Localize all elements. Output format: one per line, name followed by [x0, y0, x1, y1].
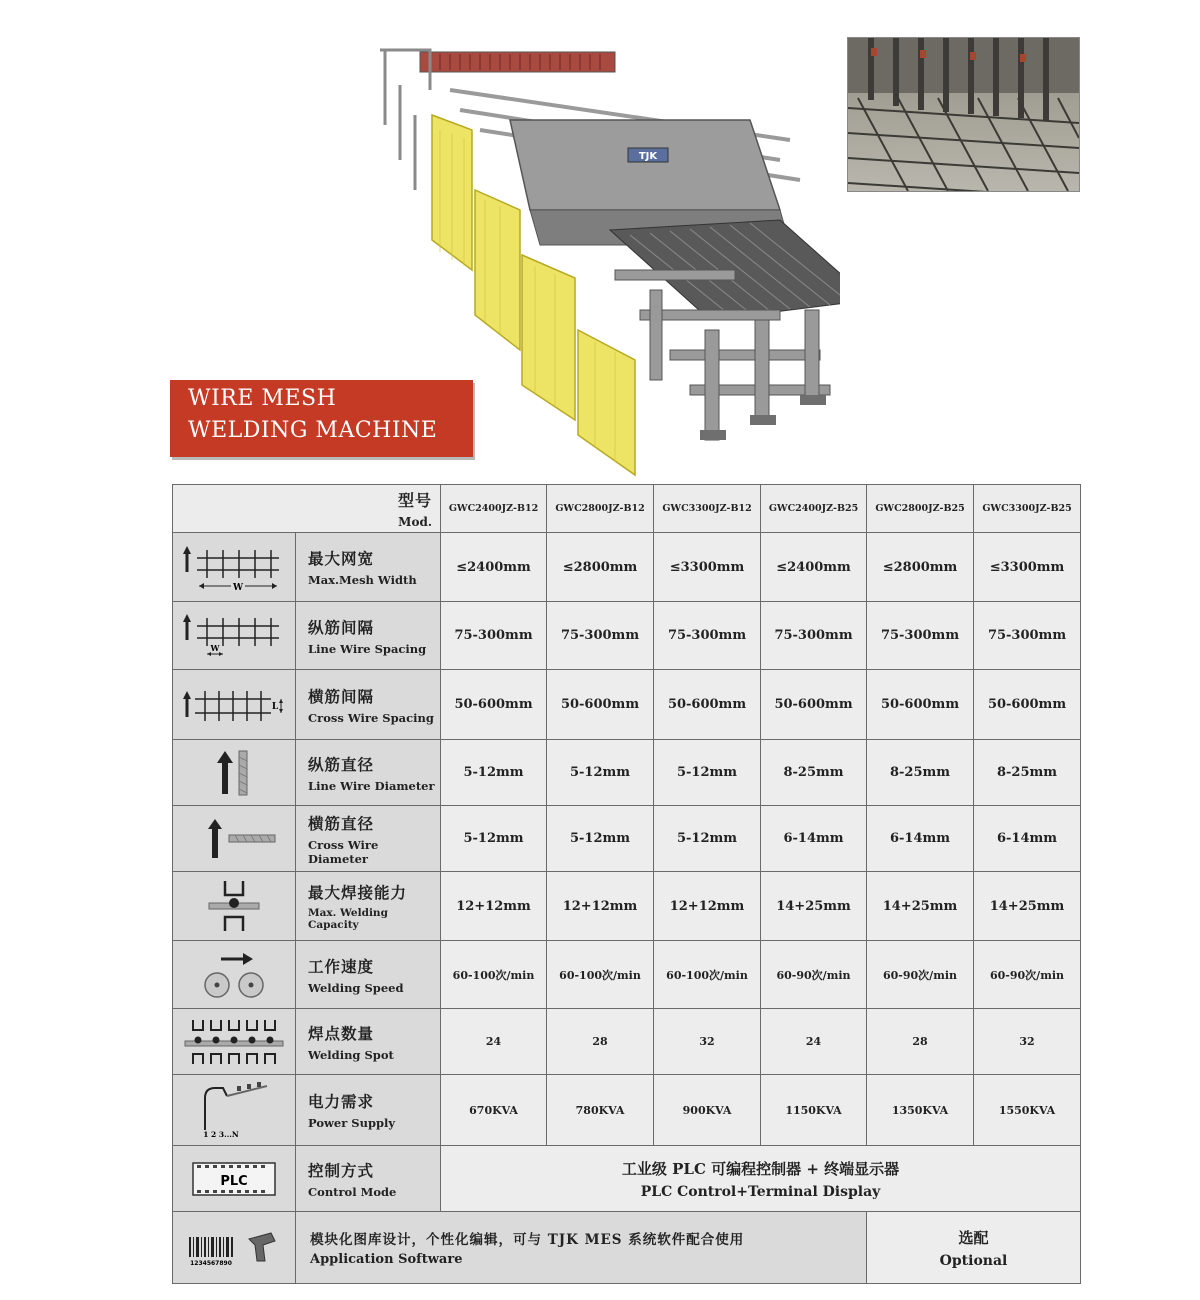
spec-value: 75-300mm — [867, 602, 974, 670]
row-label — [296, 670, 441, 740]
spec-value: 5-12mm — [441, 806, 547, 872]
row-label — [296, 1212, 867, 1284]
cross-spacing-icon — [173, 670, 296, 740]
spec-value: 28 — [867, 1009, 974, 1075]
icon-dimension-label: W — [232, 582, 244, 593]
table-row — [173, 602, 1081, 670]
model-header-cell — [173, 485, 441, 533]
spec-value: 60-100次/min — [547, 941, 654, 1009]
barcode-scanner-icon — [173, 1212, 296, 1284]
spec-value: 12+12mm — [441, 872, 547, 941]
spec-value: 14+25mm — [867, 872, 974, 941]
spec-value: ≤3300mm — [654, 533, 761, 602]
row-label-cn: 工作速度 — [308, 956, 375, 976]
spec-value: 5-12mm — [654, 740, 761, 806]
spec-value: ≤3300mm — [974, 533, 1081, 602]
software-value-cn: 选配 — [958, 1228, 989, 1247]
spec-table — [172, 484, 1081, 1284]
machine-logo: TJK — [638, 151, 658, 162]
row-label-en: Line Wire Diameter — [308, 778, 435, 793]
spec-value: ≤2800mm — [867, 533, 974, 602]
spec-value: 50-600mm — [654, 670, 761, 740]
row-label-en: Cross Wire Diameter — [308, 837, 379, 866]
row-label-cn: 模块化图库设计，个性化编辑，可与 TJK MES 系统软件配合使用 — [310, 1232, 745, 1248]
row-label-en: Power Supply — [308, 1116, 396, 1130]
row-label-cn: 最大焊接能力 — [308, 883, 408, 902]
row-label — [296, 872, 441, 941]
spec-value: 75-300mm — [547, 602, 654, 670]
row-label-en: Welding Spot — [308, 1047, 394, 1062]
spec-value: 75-300mm — [441, 602, 547, 670]
control-mode-cn: 工业级 PLC 可编程控制器 + 终端显示器 — [621, 1159, 900, 1178]
row-label — [296, 1009, 441, 1075]
barcode-number: 1234567890 — [190, 1259, 232, 1267]
spec-value: 670KVA — [441, 1075, 547, 1146]
model-name: GWC2800JZ-B12 — [547, 485, 654, 533]
model-header-en: Mod. — [398, 514, 433, 529]
row-label-cn: 控制方式 — [308, 1160, 375, 1180]
row-label-en: Max.Mesh Width — [308, 573, 417, 587]
spec-value: 900KVA — [654, 1075, 761, 1146]
row-label-cn: 横筋间隔 — [308, 686, 375, 706]
spec-value: 6-14mm — [867, 806, 974, 872]
spec-value: ≤2800mm — [547, 533, 654, 602]
row-label-en: Control Mode — [308, 1184, 397, 1199]
row-label — [296, 602, 441, 670]
software-value-en: Optional — [939, 1252, 1008, 1269]
spec-value: 50-600mm — [974, 670, 1081, 740]
spec-value: 60-100次/min — [654, 941, 761, 1009]
table-row — [173, 1146, 1081, 1212]
row-label — [296, 941, 441, 1009]
spec-value: 8-25mm — [974, 740, 1081, 806]
table-header-row — [173, 485, 1081, 533]
control-mode-value — [441, 1146, 1081, 1212]
table-row — [173, 670, 1081, 740]
row-label-cn: 焊点数量 — [308, 1023, 375, 1043]
spec-value: 28 — [547, 1009, 654, 1075]
welding-speed-icon — [173, 941, 296, 1009]
spec-value: 32 — [974, 1009, 1081, 1075]
icon-dimension-label: L — [271, 702, 279, 712]
welding-capacity-icon — [173, 872, 296, 941]
spec-value: 5-12mm — [547, 740, 654, 806]
table-row — [173, 872, 1081, 941]
product-title-banner — [170, 380, 473, 457]
spec-value: ≤2400mm — [761, 533, 867, 602]
spec-value: 8-25mm — [867, 740, 974, 806]
banner-title-line2: WELDING MACHINE — [188, 418, 438, 443]
spec-value: 780KVA — [547, 1075, 654, 1146]
spec-value: 5-12mm — [547, 806, 654, 872]
table-row — [173, 533, 1081, 602]
spec-value: 60-100次/min — [441, 941, 547, 1009]
row-label-cn: 电力需求 — [308, 1092, 375, 1111]
plc-icon-label: PLC — [220, 1173, 248, 1189]
software-value — [867, 1212, 1081, 1284]
row-label-en: Welding Speed — [308, 980, 404, 995]
spec-value: 12+12mm — [547, 872, 654, 941]
row-label-cn: 横筋直径 — [308, 813, 375, 833]
row-label-cn: 最大网宽 — [308, 549, 375, 568]
welding-closeup-photo — [847, 37, 1080, 192]
model-header-cn: 型号 — [398, 490, 433, 510]
table-row — [173, 1075, 1081, 1146]
spec-value: 1350KVA — [867, 1075, 974, 1146]
spec-value: 60-90次/min — [974, 941, 1081, 1009]
table-row — [173, 1212, 1081, 1284]
spec-value: 60-90次/min — [867, 941, 974, 1009]
line-spacing-icon — [173, 602, 296, 670]
spec-value: 8-25mm — [761, 740, 867, 806]
spec-value: 75-300mm — [761, 602, 867, 670]
spec-value: 12+12mm — [654, 872, 761, 941]
spec-value: 6-14mm — [974, 806, 1081, 872]
row-label — [296, 1146, 441, 1212]
model-name: GWC2400JZ-B12 — [441, 485, 547, 533]
table-row — [173, 806, 1081, 872]
spec-value: 75-300mm — [974, 602, 1081, 670]
row-label-en: Line Wire Spacing — [308, 641, 427, 656]
table-row — [173, 941, 1081, 1009]
spec-value: 60-90次/min — [761, 941, 867, 1009]
model-name: GWC3300JZ-B25 — [974, 485, 1081, 533]
spec-value: 6-14mm — [761, 806, 867, 872]
plc-icon — [173, 1146, 296, 1212]
spec-value: 1150KVA — [761, 1075, 867, 1146]
row-label — [296, 740, 441, 806]
welding-spot-icon — [173, 1009, 296, 1075]
spec-value: 5-12mm — [441, 740, 547, 806]
row-label-en: Cross Wire Spacing — [308, 710, 434, 725]
spec-value: 50-600mm — [441, 670, 547, 740]
spec-value: 5-12mm — [654, 806, 761, 872]
spec-value: 14+25mm — [974, 872, 1081, 941]
model-name: GWC3300JZ-B12 — [654, 485, 761, 533]
row-label-en: Max. Welding Capacity — [308, 907, 388, 931]
spec-value: 1550KVA — [974, 1075, 1081, 1146]
model-name: GWC2400JZ-B25 — [761, 485, 867, 533]
row-label — [296, 533, 441, 602]
power-supply-icon — [173, 1075, 296, 1146]
spec-value: 75-300mm — [654, 602, 761, 670]
spec-value: 50-600mm — [761, 670, 867, 740]
spec-value: 50-600mm — [867, 670, 974, 740]
row-label-cn: 纵筋直径 — [308, 754, 375, 774]
spec-value: 14+25mm — [761, 872, 867, 941]
table-row — [173, 740, 1081, 806]
banner-title-line1: WIRE MESH — [188, 386, 337, 411]
row-label-cn: 纵筋间隔 — [308, 617, 375, 637]
row-label — [296, 1075, 441, 1146]
table-row — [173, 1009, 1081, 1075]
spec-value: ≤2400mm — [441, 533, 547, 602]
cross-diameter-icon — [173, 806, 296, 872]
icon-dimension-label: W — [210, 643, 220, 653]
spec-value: 24 — [761, 1009, 867, 1075]
control-mode-en: PLC Control+Terminal Display — [640, 1183, 881, 1200]
line-diameter-icon — [173, 740, 296, 806]
spec-value: 32 — [654, 1009, 761, 1075]
spec-value: 24 — [441, 1009, 547, 1075]
mesh-width-icon — [173, 533, 296, 602]
spec-value: 50-600mm — [547, 670, 654, 740]
row-label — [296, 806, 441, 872]
icon-sequence-label: 1 2 3...N — [203, 1130, 239, 1139]
row-label-en: Application Software — [310, 1252, 463, 1267]
model-name: GWC2800JZ-B25 — [867, 485, 974, 533]
